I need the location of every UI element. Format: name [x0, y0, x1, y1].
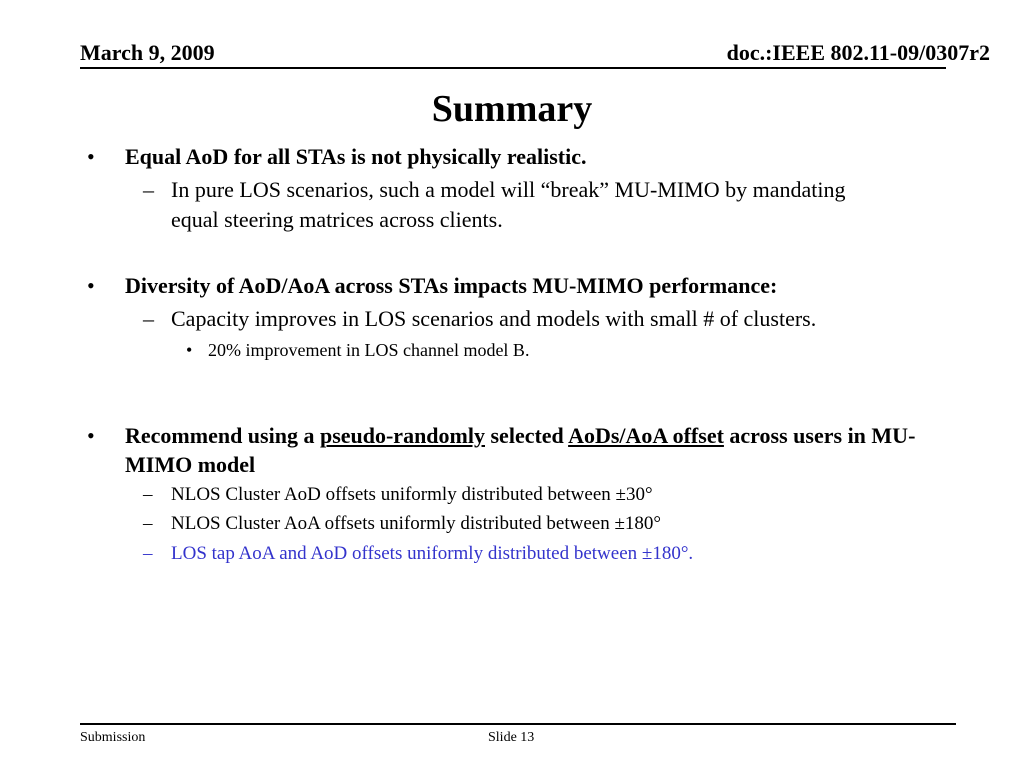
bullet-3-sub-1-text: NLOS Cluster AoD offsets uniformly distributed between ±30°	[171, 484, 653, 505]
bullet-3-underlined-pseudo-randomly: pseudo-randomly	[319, 423, 485, 448]
bullet-1-sub-1	[143, 175, 891, 235]
footer-divider	[80, 723, 956, 725]
bullet-3-text-c: across users in MU-MIMO model	[125, 423, 916, 477]
bullet-3	[87, 421, 925, 479]
bullet-1-sub-1-text: In pure LOS scenarios, such a model will “break” MU-MIMO by mandating equal steering matrices across clients.	[171, 177, 846, 232]
dash-marker: –	[143, 306, 154, 331]
bullet-3-text-a: Recommend using a	[125, 423, 320, 448]
footer-submission: Submission	[80, 730, 146, 745]
footer-slide-number: Slide 13	[488, 730, 535, 745]
bullet-3-sub-3-text: LOS tap AoA and AoD offsets uniformly distributed between ±180°.	[171, 543, 694, 564]
dash-marker: –	[143, 543, 153, 564]
bullet-2-sub-1-text: Capacity improves in LOS scenarios and models with small # of clusters.	[171, 306, 817, 331]
bullet-3-sub-2	[143, 511, 891, 537]
bullet-1	[87, 142, 925, 171]
bullet-2-sub-1	[143, 304, 891, 334]
dash-marker: –	[143, 513, 153, 534]
slide-title: Summary	[431, 88, 593, 130]
bullet-marker: •	[87, 423, 95, 448]
bullet-3-sub-2-text: NLOS Cluster AoA offsets uniformly distributed between ±180°	[171, 513, 661, 534]
bullet-2-sub-1-sub-1-text: 20% improvement in LOS channel model B.	[208, 340, 530, 360]
bullet-3-text-b: selected	[485, 423, 569, 448]
bullet-marker: •	[87, 273, 95, 298]
header-date: March 9, 2009	[80, 40, 215, 65]
bullet-2-text: Diversity of AoD/AoA across STAs impacts MU-MIMO performance:	[125, 273, 778, 298]
bullet-marker: •	[186, 340, 193, 360]
header-divider	[80, 67, 946, 69]
bullet-1-text: Equal AoD for all STAs is not physically realistic.	[125, 144, 587, 169]
header-doc-id: doc.:IEEE 802.11-09/0307r2	[726, 40, 990, 65]
bullet-marker: •	[87, 144, 95, 169]
bullet-3-underlined-aods-aoa-offset: AoDs/AoA offset	[568, 423, 724, 448]
dash-marker: –	[143, 484, 153, 505]
bullet-3-sub-1	[143, 482, 891, 508]
dash-marker: –	[143, 177, 154, 202]
bullet-2	[87, 271, 925, 300]
bullet-2-sub-1-sub-1	[186, 338, 908, 362]
bullet-3-sub-3	[143, 541, 891, 567]
